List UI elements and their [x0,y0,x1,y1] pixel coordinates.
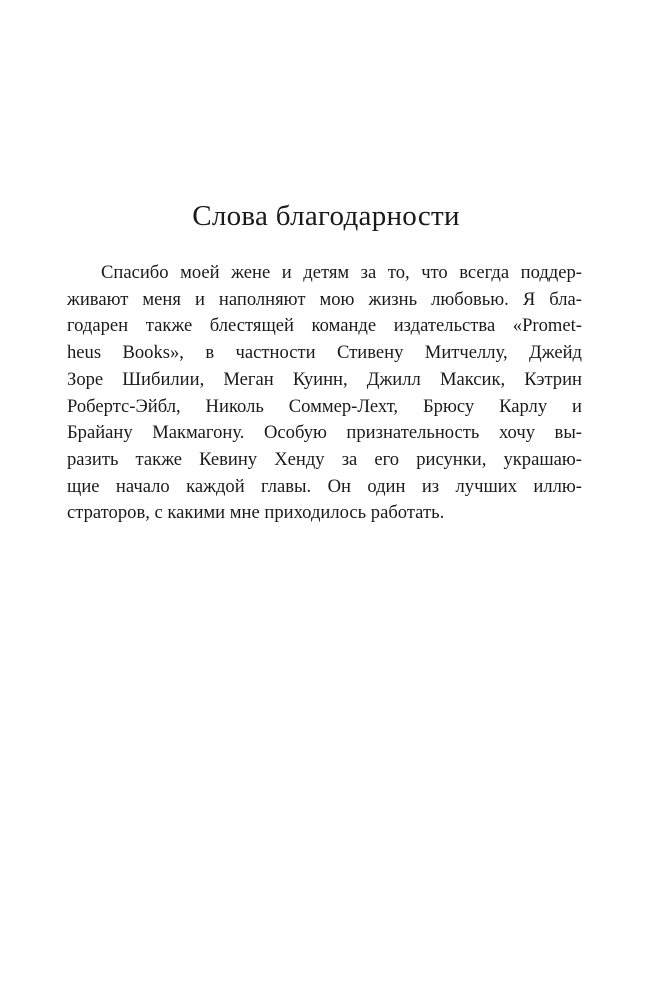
acknowledgements-paragraph [67,260,582,527]
page-title: Слова благодарности [192,200,460,232]
paragraph-line: heus Books», в частности Стивену Митчеллу, Джейд [67,342,582,364]
paragraph-line: Брайану Макмагону. Особую признательность хочу вы- [67,422,582,444]
paragraph-line: годарен также блестящей команде издательства «Promet- [67,315,582,337]
paragraph-line: живают меня и наполняют мою жизнь любовью. Я бла- [67,288,582,310]
paragraph-line: Робертс-Эйбл, Николь Соммер-Лехт, Брюсу Карлу и [67,395,582,417]
paragraph-line: разить также Кевину Хенду за его рисунки, украшаю- [67,448,582,470]
paragraph-line: щие начало каждой главы. Он один из лучших иллю- [67,475,582,497]
paragraph-line: Спасибо моей жене и детям за то, что всегда поддер- [101,262,582,283]
paragraph-line: страторов, с какими мне приходилось работать. [67,502,445,524]
paragraph-line: Зоре Шибилии, Меган Куинн, Джилл Максик, Кэтрин [67,368,582,390]
